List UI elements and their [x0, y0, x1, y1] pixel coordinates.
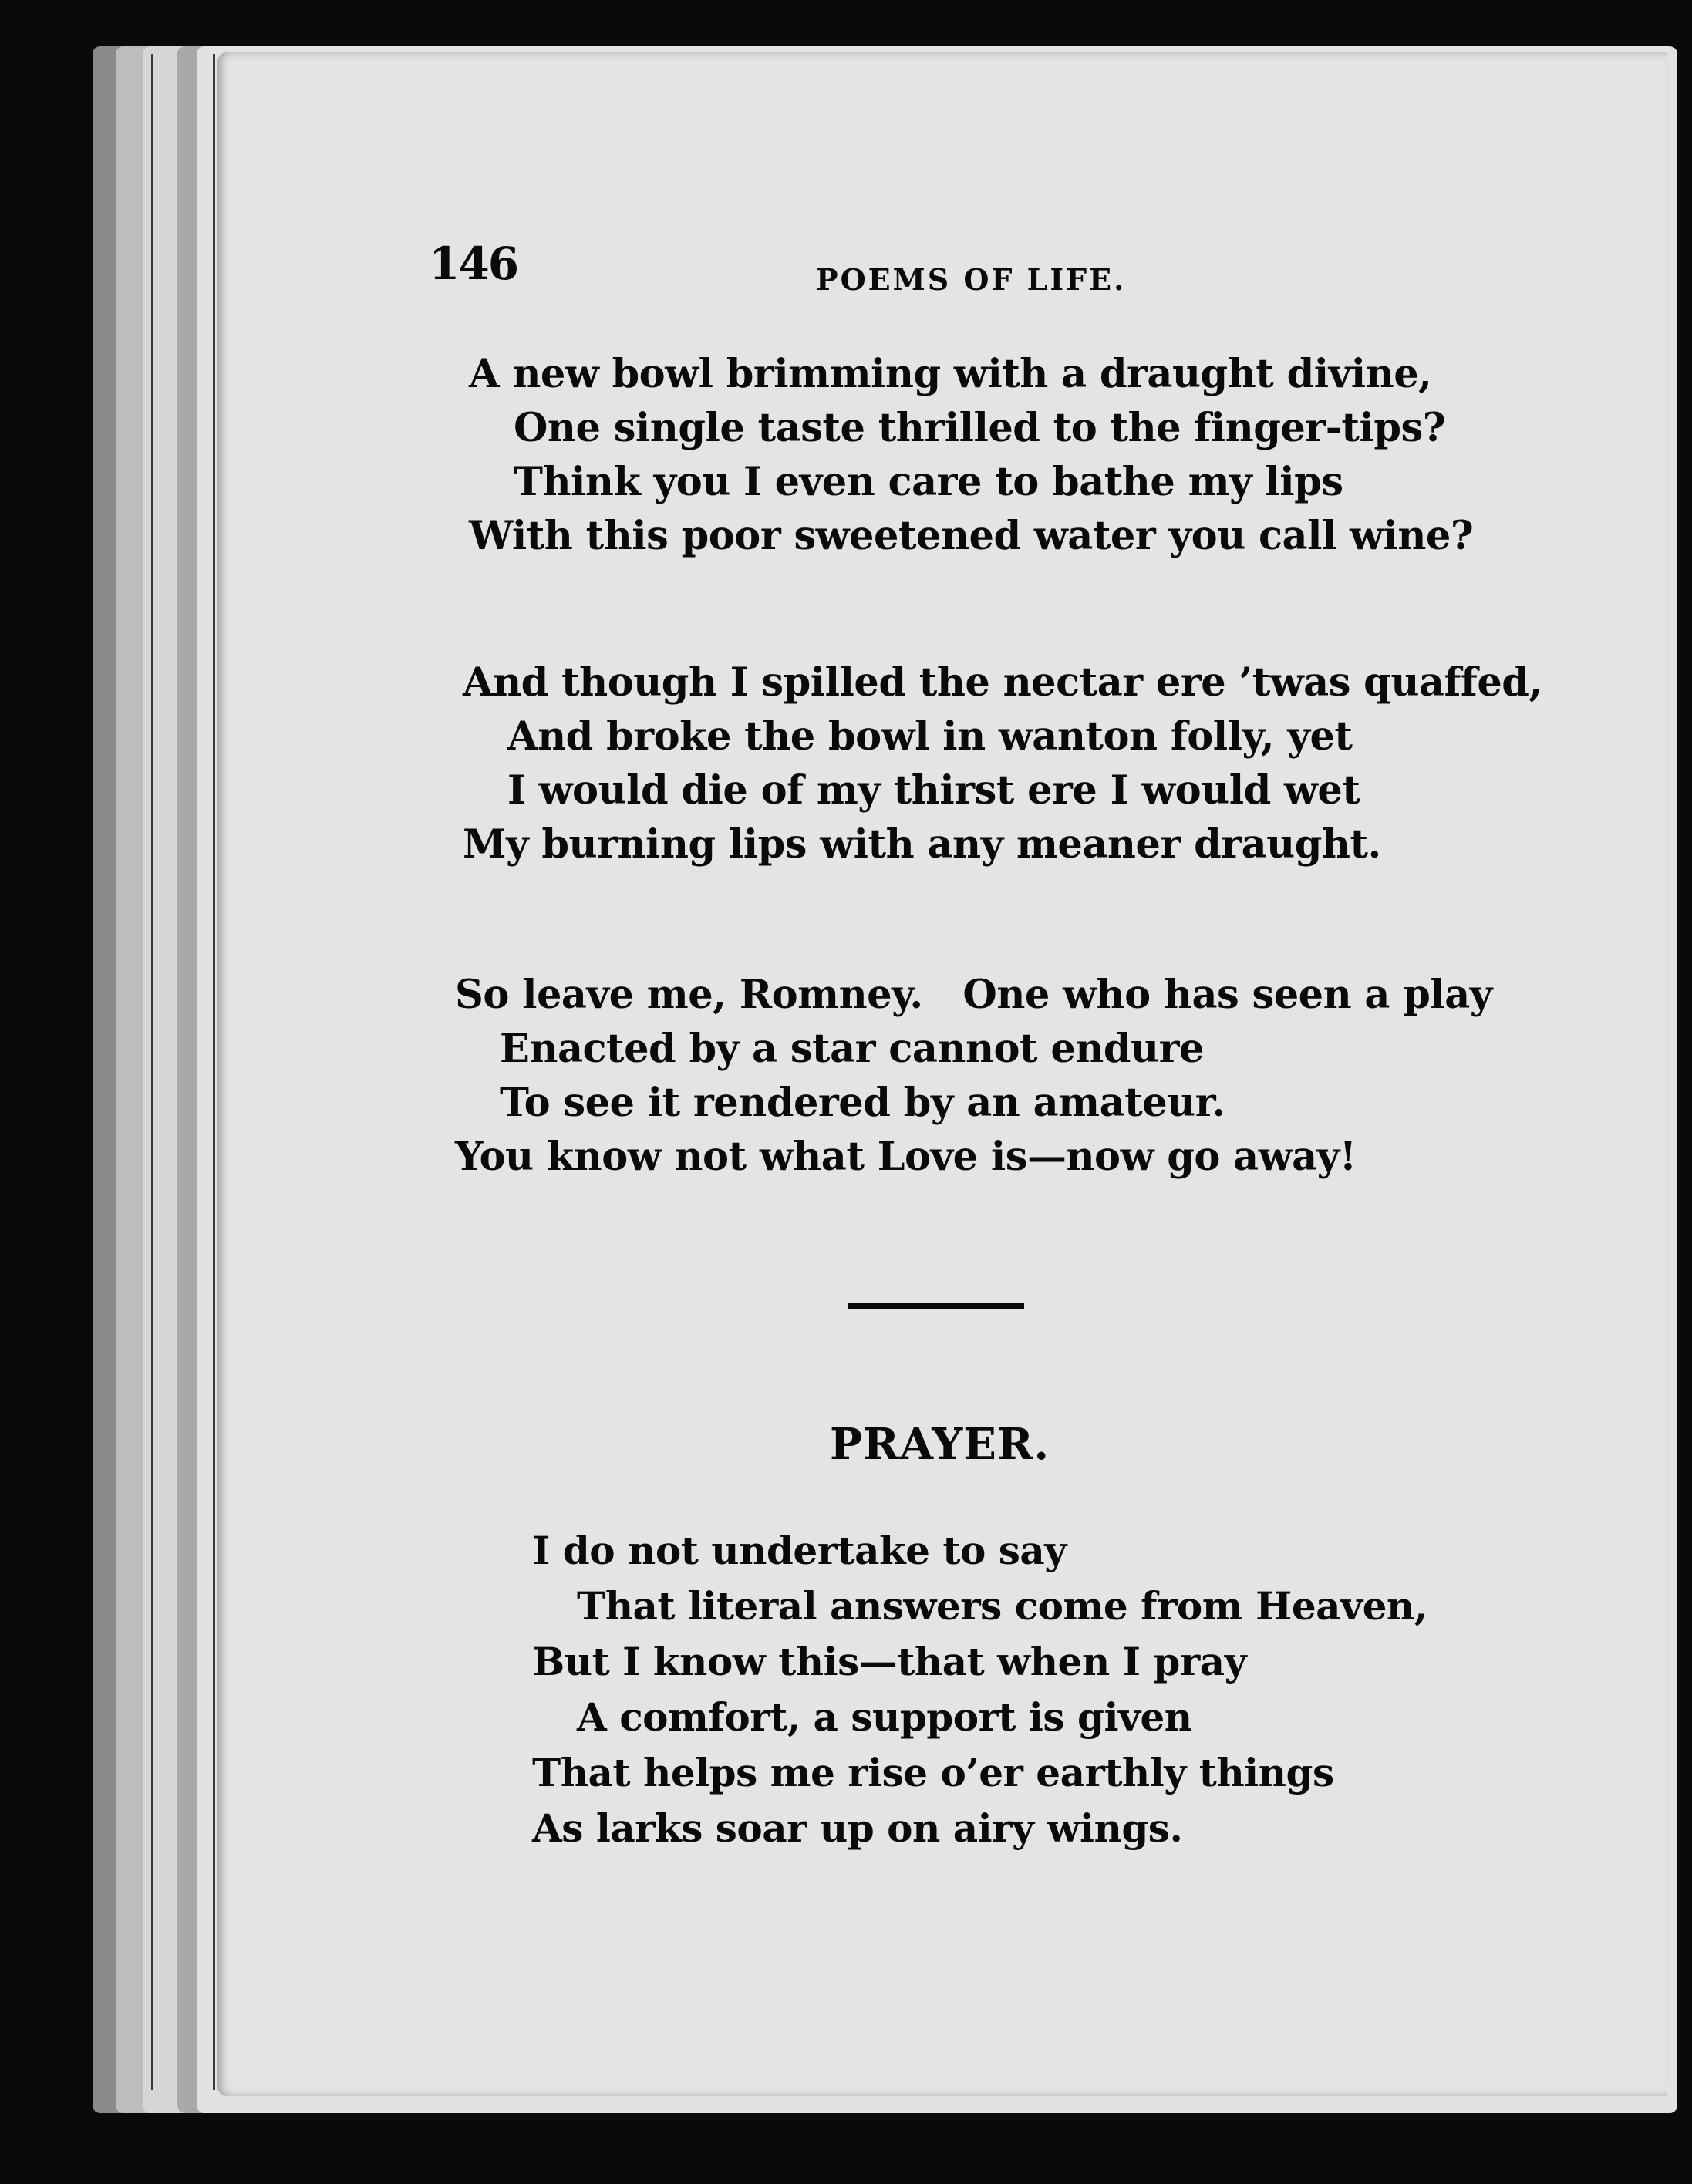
poem-line: My burning lips with any meaner draught. [463, 821, 1381, 868]
poem-line: So leave me, Romney. One who has seen a play [455, 972, 1492, 1018]
poem-line: I would die of my thirst ere I would wet [507, 767, 1360, 814]
running-head: POEMS OF LIFE. [816, 262, 1127, 297]
poem-line: Think you I even care to bathe my lips [514, 459, 1343, 505]
poem-line: A comfort, a support is given [577, 1694, 1192, 1740]
poem-line: With this poor sweetened water you call wine? [469, 513, 1474, 559]
poem-line: But I know this—that when I pray [532, 1639, 1247, 1684]
poem-title: PRAYER. [830, 1419, 1050, 1470]
stanza [455, 968, 1492, 1184]
poem-line: And though I spilled the nectar ere ’twas quaffed, [463, 659, 1542, 706]
poem-line: I do not undertake to say [532, 1528, 1067, 1573]
poem-line: A new bowl brimming with a draught divine, [469, 351, 1432, 397]
stanza [532, 1523, 1427, 1856]
page-number: 146 [429, 238, 518, 290]
poem-line: As larks soar up on airy wings. [532, 1805, 1183, 1851]
poem-line: To see it rendered by an amateur. [500, 1080, 1225, 1126]
poem-line: That helps me rise o’er earthly things [532, 1750, 1334, 1795]
section-divider [848, 1303, 1024, 1309]
poem-line: Enacted by a star cannot endure [500, 1026, 1204, 1072]
stanza [463, 656, 1542, 871]
poem-line: That literal answers come from Heaven, [577, 1583, 1427, 1629]
poem-line: One single taste thrilled to the finger-tips? [514, 405, 1446, 451]
stanza [469, 347, 1473, 563]
poem-line: You know not what Love is—now go away! [455, 1134, 1357, 1180]
poem-line: And broke the bowl in wanton folly, yet [507, 713, 1353, 760]
